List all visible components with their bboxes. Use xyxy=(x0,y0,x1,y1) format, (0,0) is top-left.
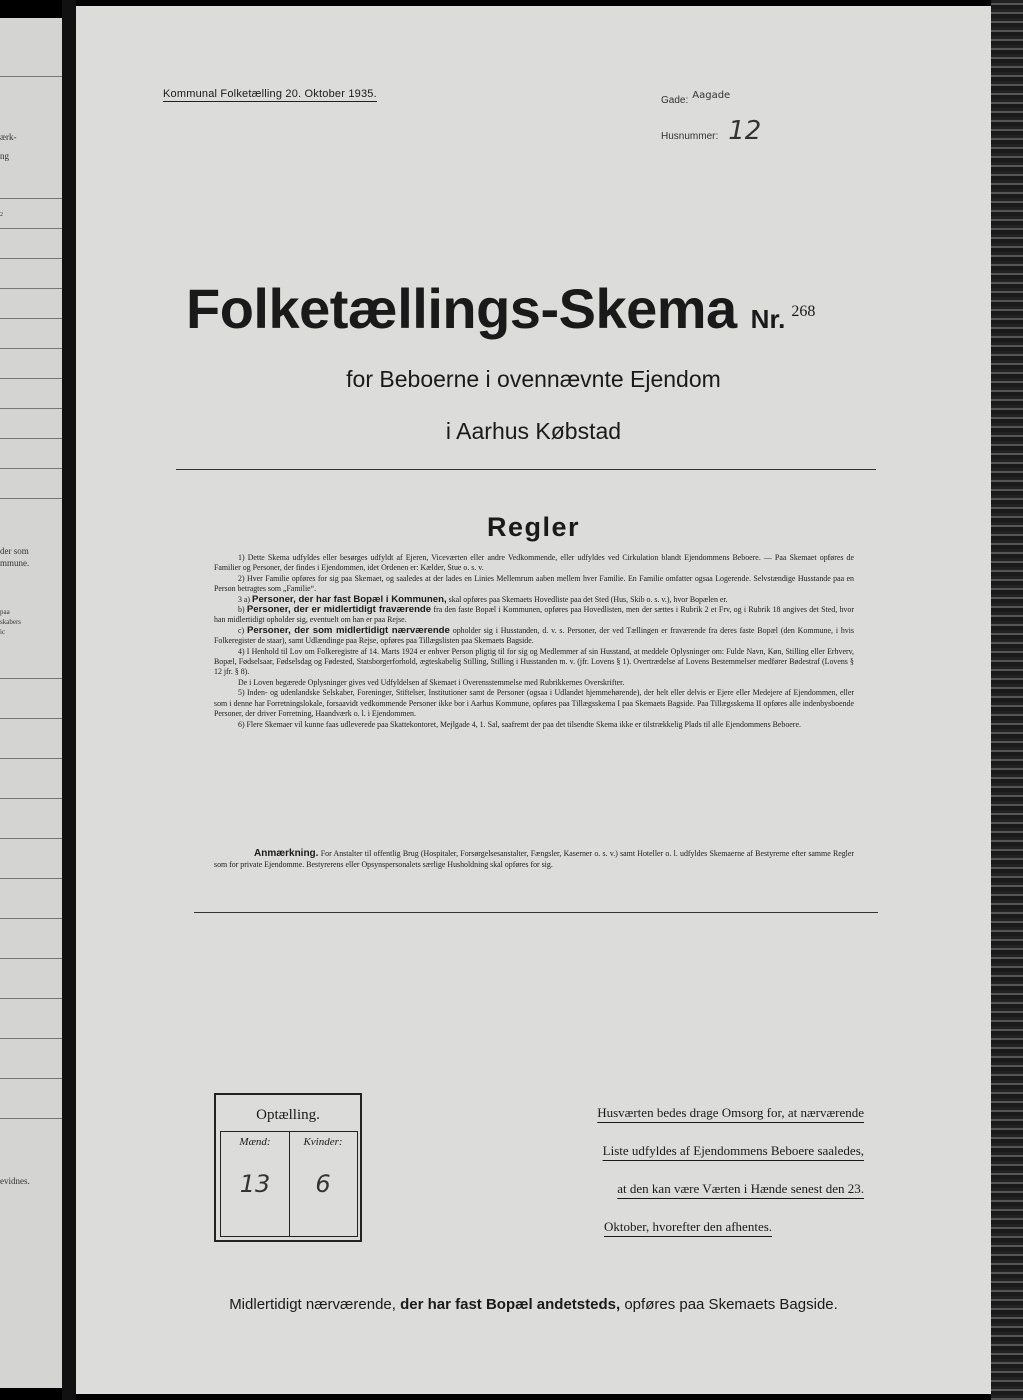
page-fragment: der som xyxy=(0,546,29,556)
notice-line: Oktober, hvorefter den afhentes. xyxy=(603,1219,773,1234)
divider xyxy=(0,1038,62,1039)
notice-line: Husværten bedes drage Omsorg for, at nærværende xyxy=(597,1105,864,1120)
street-field xyxy=(661,90,730,108)
rule-3b: b) Personer, der er midlertidigt fraværende fra den faste Bopæl i Kommunen, opføres paa Hovedlisten, men der sættes i Rubrik 2 et Frv, og i Rubrik 18 angives det Sted, hvor han midlertidigt opholder sig, eventuelt om han er paa Rejse. xyxy=(214,604,854,625)
census-title: Kommunal Folketælling 20. Oktober 1935. xyxy=(163,88,377,100)
count-box-title: Optælling. xyxy=(256,1107,320,1123)
binding-edge xyxy=(991,0,1023,1400)
divider xyxy=(0,198,62,199)
divider xyxy=(176,469,876,470)
page-fragment: evidnes. xyxy=(0,1176,30,1186)
rule-4: 4) I Henhold til Lov om Folkeregistre af 14. Marts 1924 er enhver Person pligtig til for sig og Medlemmer af sin Husstand, at meddele Oplysninger om: Fulde Navn, Køn, Stilling eller Erhverv, Bopæl, Fødselsaar, Fødselsdag og Fødested, Statsborgerforhold, ægteskabelig Stilling, Stilling i Husstanden m. v. (jfr. Lovens § 1). Overtrædelse af Lovens Bestemmelser medfører Bødestraf (Lovens § 12 jfr. § 8). xyxy=(214,646,854,677)
divider xyxy=(0,258,62,259)
divider xyxy=(0,758,62,759)
note-text: For Anstalter til offentlig Brug (Hospitaler, Forsørgelsesanstalter, Fængsler, Kaserner o. s. v.) samt Hoteller o. l. udfyldes Skemaerne af Bestyrerne efter samme Regler som for private Ejendomme. Bestyrerens eller Opsynspersonalets særlige Husholdning skal opføres for sig. xyxy=(214,849,854,869)
divider xyxy=(0,408,62,409)
divider xyxy=(0,838,62,839)
rule-3a: 3 a) Personer, der har fast Bopæl i Kommunen, skal opføres paa Skemaets Hovedliste paa det Sted (Hus, Skib o. s. v.), hvor Bopælen er. xyxy=(238,593,728,605)
notice-line: at den kan være Værten i Hænde senest den 23. xyxy=(617,1181,864,1196)
divider xyxy=(0,228,62,229)
divider xyxy=(0,1078,62,1079)
divider xyxy=(0,498,62,499)
divider xyxy=(0,76,62,77)
rules-text xyxy=(214,553,854,730)
count-table xyxy=(220,1131,358,1237)
divider xyxy=(0,958,62,959)
rule-5: 5) Inden- og udenlandske Selskaber, Foreninger, Stiftelser, Institutioner samt de Personer (ogsaa i Udlandet hjemmehørende), der helt eller delvis er Ejere eller Medejere af Ejendommen, eller som i denne har Forretningslokale, forsaavidt vedkommende Personer ikke bor i Aarhus Kommune, opføres paa Tillægsskema I paa Skemaets Bagside. Paa Tillægsskema II opføres alle indenbysboende Personer, der driver Forretning, Haandværk o. l. i Ejendommen. xyxy=(214,688,854,719)
street-label: Gade: xyxy=(661,95,689,106)
men-count: 13 xyxy=(239,1170,271,1198)
footer-text: Midlertidigt nærværende, xyxy=(229,1296,396,1313)
notice-line: Liste udfyldes af Ejendommens Beboere saaledes, xyxy=(602,1143,864,1158)
rule-4b: De i Loven begærede Oplysninger gives ved Udfyldelsen af Skemaet i Overensstemmelse med Rubrikkernes Overskrifter. xyxy=(238,677,625,687)
rule-3c: c) Personer, der som midlertidigt nærværende opholder sig i Husstanden, d. v. s. Personer, der ved Tællingen er fraværende fra deres faste Bopæl (den Kommune, i hvis Folkeregister de staar), samt Udlændinge paa Rejse, opføres paa Tillægslisten paa Skemaets Bagside. xyxy=(214,624,855,646)
divider xyxy=(0,378,62,379)
divider xyxy=(0,798,62,799)
divider xyxy=(0,288,62,289)
rule-2: 2) Hver Familie opføres for sig paa Skemaet, og saaledes at der lades en Linies Mellemrum aaben mellem hver Familie. En Familie omfatter ogsaa Logerende. Selvstændige Husstande paa en Person betragtes som „Familie“. xyxy=(214,573,854,594)
divider xyxy=(0,878,62,879)
divider xyxy=(0,918,62,919)
form-subtitle: for Beboerne i ovennævnte Ejendom xyxy=(346,366,721,392)
divider xyxy=(0,718,62,719)
house-number-value: 12 xyxy=(728,116,762,146)
form-title-main: Folketællings-Skema xyxy=(186,277,737,340)
divider xyxy=(0,438,62,439)
divider xyxy=(0,1118,62,1119)
divider xyxy=(0,468,62,469)
page-fragment: ic xyxy=(0,628,6,636)
rules-heading: Regler xyxy=(486,512,581,542)
house-number-label: Husnummer: xyxy=(661,131,719,142)
page-fragment: skabers xyxy=(0,618,21,626)
landlord-notice xyxy=(512,1094,864,1246)
divider xyxy=(0,348,62,349)
house-number-field xyxy=(661,116,761,146)
form-number-label: Nr. xyxy=(750,304,786,334)
page-fragment: ng xyxy=(0,151,9,161)
women-count: 6 xyxy=(315,1170,331,1198)
footer-instruction xyxy=(76,1296,991,1313)
count-box xyxy=(214,1093,362,1242)
page-fragment: 2 xyxy=(0,212,3,218)
page-fragment: paa xyxy=(0,608,10,616)
footer-bold-text: der har fast Bopæl andetsteds, xyxy=(400,1296,621,1313)
census-form-page xyxy=(76,6,991,1394)
women-label: Kvinder: xyxy=(303,1136,343,1148)
note-label: Anmærkning. xyxy=(254,848,319,859)
form-subtitle-town: i Aarhus Købstad xyxy=(445,418,622,444)
form-title xyxy=(186,276,966,341)
street-value: Aagade xyxy=(692,90,731,101)
divider xyxy=(0,678,62,679)
rule-1: 1) Dette Skema udfyldes eller besørges udfyldt af Ejeren, Viceværten eller andre Vedkommende, eller udfyldes ved Cirkulation blandt Ejendommens Beboere. — Paa Skemaet opføres de Familier og Personer, der findes i Ejendommen, idet Ordenen er: Kælder, Stue o. s. v. xyxy=(214,553,854,573)
footer-text: opføres paa Skemaets Bagside. xyxy=(624,1296,838,1313)
men-label: Mænd: xyxy=(239,1136,271,1148)
form-number-value: 268 xyxy=(791,303,816,320)
book-gutter xyxy=(62,0,76,1400)
page-fragment: ærk- xyxy=(0,132,17,142)
divider xyxy=(0,318,62,319)
divider xyxy=(0,998,62,999)
previous-page-edge xyxy=(0,18,62,1388)
divider xyxy=(194,912,878,913)
page-fragment: mmune. xyxy=(0,558,30,568)
note xyxy=(214,848,854,870)
rule-6: 6) Flere Skemaer vil kunne faas udleverede paa Skattekontoret, Mejlgade 4, 1. Sal, saafremt der paa det tilsendte Skema ikke er tilstrækkelig Plads til alle Ejendommens Beboere. xyxy=(238,719,801,729)
